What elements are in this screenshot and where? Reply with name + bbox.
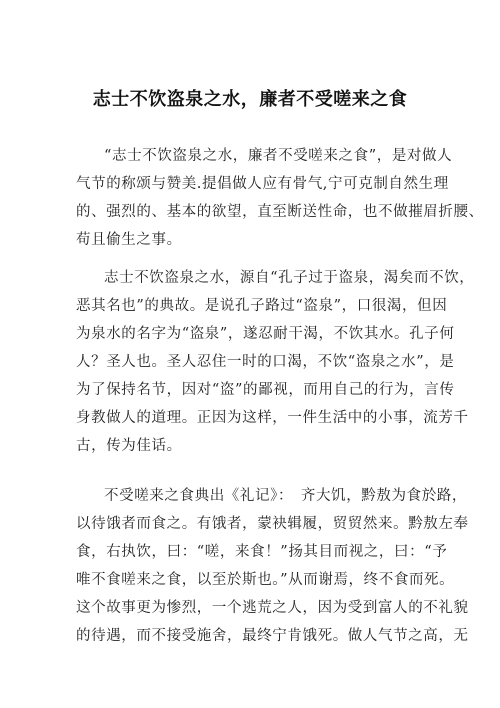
paragraph-line: 为了保持名节，因对“盗”的鄙视，而用自己的行为，言传: [76, 382, 455, 398]
paragraph-line: 古，传为佳话。: [76, 438, 182, 454]
paragraph-line: 志士不饮盗泉之水，源自“孔子过于盗泉，渴矣而不饮，: [104, 270, 475, 286]
paragraph-line: 苟且偷生之事。: [76, 232, 182, 248]
paragraph-line: 人？圣人也。圣人忍住一时的口渴，不饮“盗泉之水”，是: [76, 354, 455, 370]
paragraph-line: 不受嗟来之食典出《礼记》： 齐大饥，黔敖为食於路，: [104, 488, 467, 504]
paragraph-line: 以待饿者而食之。有饿者，蒙袂辑履，贸贸然来。黔敖左奉: [76, 516, 469, 532]
document-title: 志士不饮盗泉之水，廉者不受嗟来之食: [92, 89, 408, 110]
paragraph-2: [76, 264, 475, 460]
paragraph-line: 身教做人的道理。正因为这样，一件生活中的小事，流芳千: [76, 410, 469, 426]
paragraph-line: 唯不食嗟来之食，以至於斯也。”从而谢焉，终不食而死。: [76, 572, 455, 588]
paragraph-line: “志士不饮盗泉之水，廉者不受嗟来之食”，是对做人: [104, 148, 453, 164]
paragraph-line: 食，右执饮，曰：“嗟，来食！”扬其目而视之，曰：“予: [76, 544, 448, 560]
paragraph-line: 的、强烈的、基本的欲望，直至断送性命，也不做摧眉折腰、: [76, 204, 484, 220]
paragraph-1: [76, 142, 484, 254]
paragraph-line: 这个故事更为惨烈，一个逃荒之人，因为受到富人的不礼貌: [76, 600, 469, 616]
paragraph-line: 为泉水的名字为“盗泉”，遂忍耐干渴，不饮其水。孔子何: [76, 326, 455, 342]
paragraph-3: [76, 482, 469, 650]
paragraph-line: 气节的称颂与赞美.提倡做人应有骨气,宁可克制自然生理: [76, 176, 449, 192]
paragraph-line: 的待遇，而不接受施舍，最终宁肯饿死。做人气节之高，无: [76, 628, 469, 644]
paragraph-line: 恶其名也”的典故。是说孔子路过“盗泉”，口很渴，但因: [76, 298, 448, 314]
